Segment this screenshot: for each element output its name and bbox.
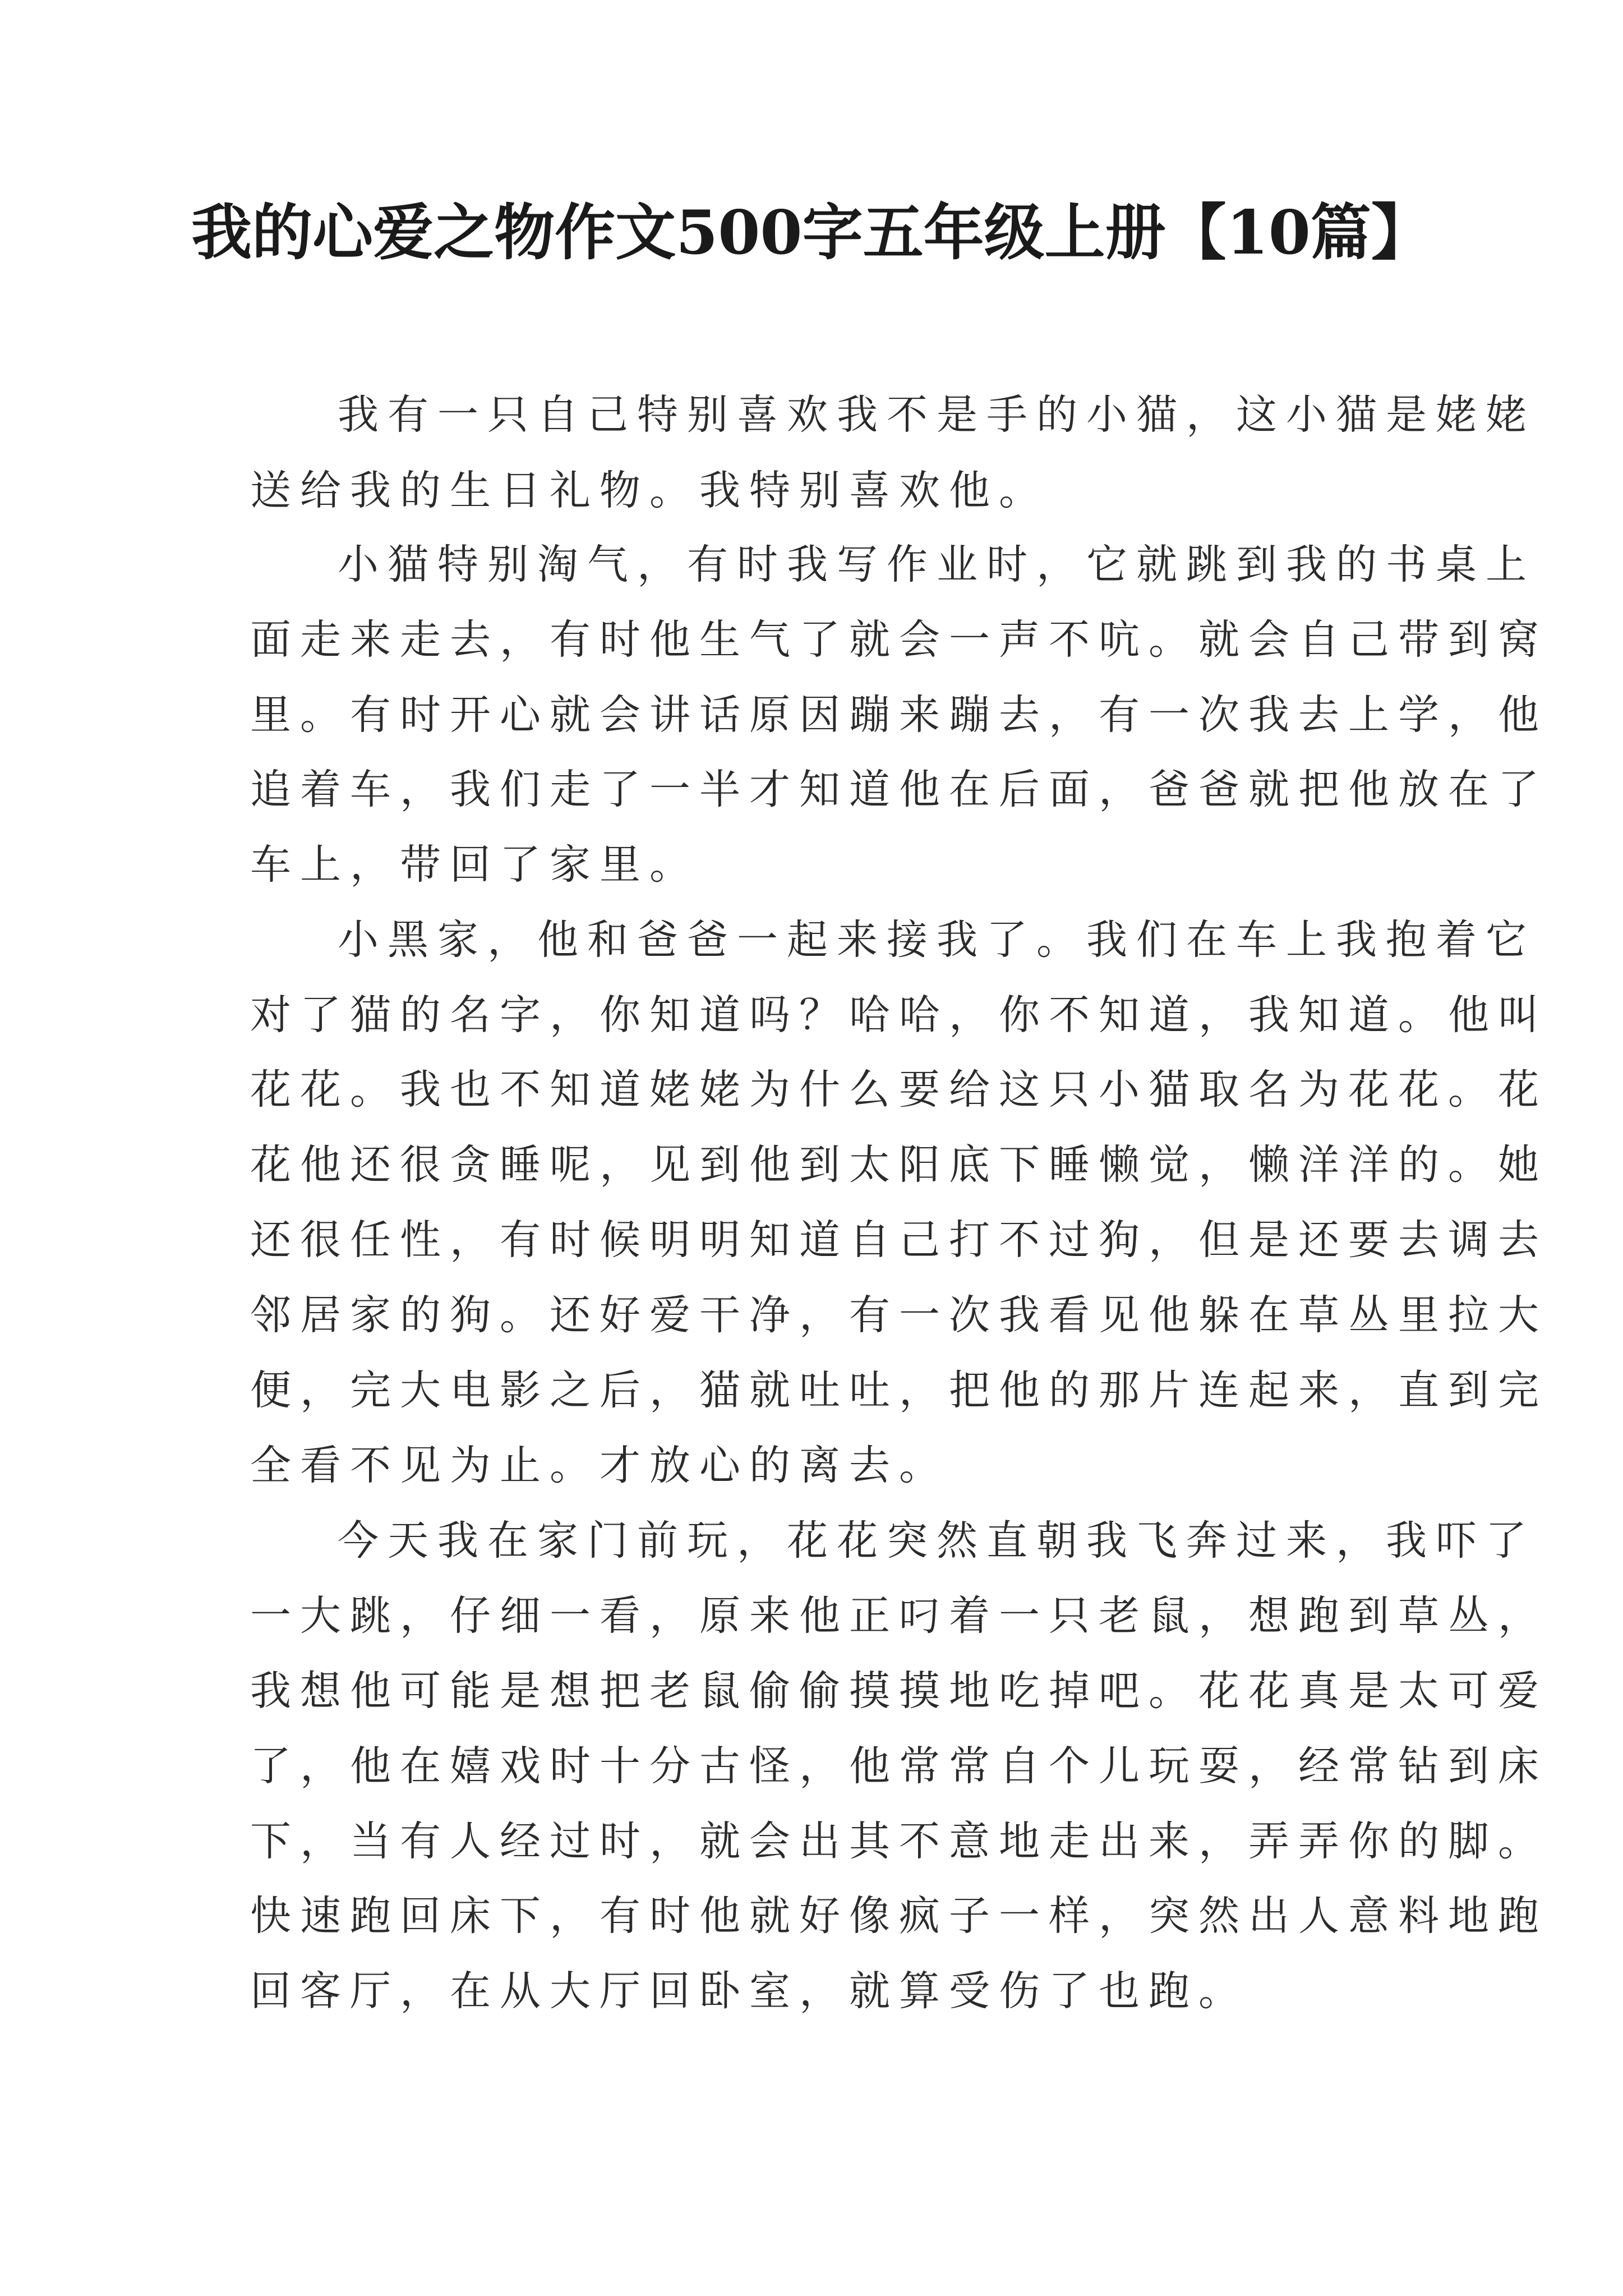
paragraph-3-line-5: 还很任性，有时候明明知道自己打不过狗，但是还要去调去 xyxy=(250,1216,1548,1264)
paragraph-4-line-7: 回客厅，在从大厅回卧室，就算受伤了也跑。 xyxy=(250,1967,1248,2015)
paragraph-3-line-1: 小黑家，他和爸爸一起来接我了。我们在车上我抱着它 xyxy=(338,916,1536,964)
paragraph-4-line-6: 快速跑回床下，有时他就好像疯子一样，突然出人意料地跑 xyxy=(250,1892,1548,1940)
paragraph-1-line-2: 送给我的生日礼物。我特别喜欢他。 xyxy=(250,467,1049,514)
paragraph-2-line-2: 面走来走去，有时他生气了就会一声不吭。就会自己带到窝 xyxy=(250,616,1548,664)
paragraph-3-line-7: 便，完大电影之后，猫就吐吐，把他的那片连起来，直到完 xyxy=(250,1366,1548,1414)
paragraph-2-line-1: 小猫特别淘气，有时我写作业时，它就跳到我的书桌上 xyxy=(338,541,1536,588)
paragraph-4-line-3: 我想他可能是想把老鼠偷偷摸摸地吃掉吧。花花真是太可爱 xyxy=(250,1667,1548,1715)
paragraph-2-line-4: 追着车，我们走了一半才知道他在后面，爸爸就把他放在了 xyxy=(250,766,1548,813)
paragraph-4-line-4: 了，他在嬉戏时十分古怪，他常常自个儿玩耍，经常钻到床 xyxy=(250,1742,1548,1790)
paragraph-2-line-3: 里。有时开心就会讲话原因蹦来蹦去，有一次我去上学，他 xyxy=(250,691,1548,739)
paragraph-2-line-5: 车上，带回了家里。 xyxy=(250,841,699,889)
paragraph-3-line-8: 全看不见为止。才放心的离去。 xyxy=(250,1442,949,1489)
paragraph-3-line-4: 花他还很贪睡呢，见到他到太阳底下睡懒觉，懒洋洋的。她 xyxy=(250,1141,1548,1189)
paragraph-4-line-5: 下，当有人经过时，就会出其不意地走出来，弄弄你的脚。 xyxy=(250,1818,1548,1865)
document-title: 我的心爱之物作文500字五年级上册【10篇】 xyxy=(191,197,1432,268)
paragraph-3-line-3: 花花。我也不知道姥姥为什么要给这只小猫取名为花花。花 xyxy=(250,1066,1548,1114)
paragraph-4-line-1: 今天我在家门前玩，花花突然直朝我飞奔过来，我吓了 xyxy=(338,1517,1536,1565)
paragraph-1-line-1: 我有一只自己特别喜欢我不是手的小猫，这小猫是姥姥 xyxy=(338,391,1536,439)
paragraph-3-line-6: 邻居家的狗。还好爱干净，有一次我看见他躲在草丛里拉大 xyxy=(250,1291,1548,1339)
paragraph-3-line-2: 对了猫的名字，你知道吗？哈哈，你不知道，我知道。他叫 xyxy=(250,991,1548,1039)
paragraph-4-line-2: 一大跳，仔细一看，原来他正叼着一只老鼠，想跑到草丛， xyxy=(250,1592,1548,1640)
